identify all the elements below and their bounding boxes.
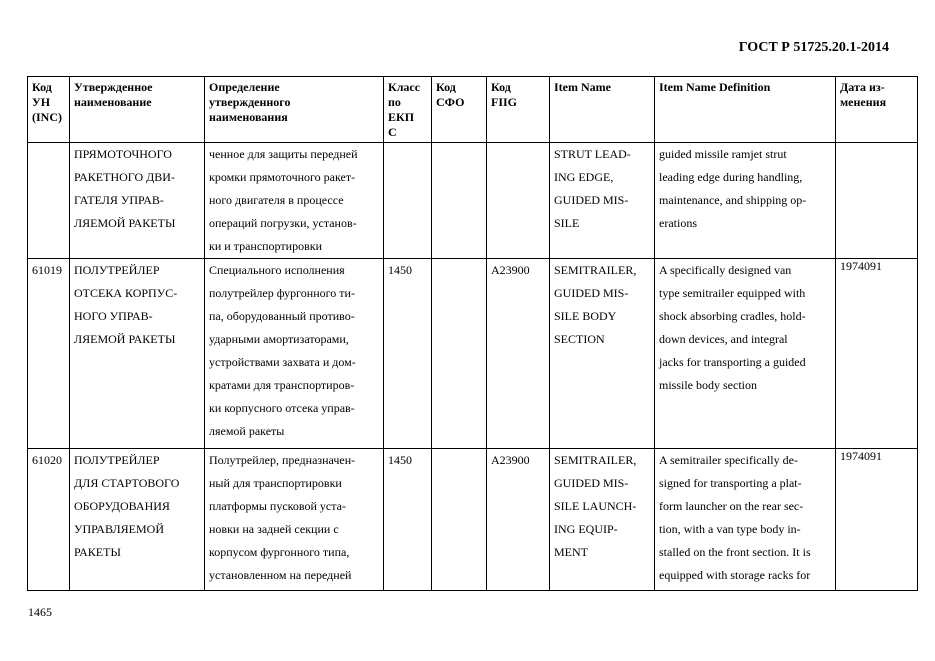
text-line: корпусом фургонного типа, — [209, 545, 350, 559]
approved-name-cell — [70, 259, 205, 449]
inc-cell: 61019 — [28, 259, 70, 449]
text-line: missile body section — [659, 378, 757, 392]
table-row — [28, 143, 918, 259]
text-line: УПРАВЛЯЕМОЙ — [74, 522, 164, 536]
text-line: Утвержденное — [74, 80, 153, 94]
text-line: tion, with a van type body in- — [659, 522, 801, 536]
item-definition-cell — [655, 449, 836, 591]
text-line: Код — [32, 80, 52, 94]
text-line: ДЛЯ СТАРТОВОГО — [74, 476, 180, 490]
text-line: ки корпусного отсека управ- — [209, 401, 355, 415]
text-line: НОГО УПРАВ- — [74, 309, 153, 323]
sfo-cell — [432, 449, 487, 591]
text-line: платформы пусковой уста- — [209, 499, 346, 513]
table-row — [28, 259, 918, 449]
item-name-cell — [550, 449, 655, 591]
fiig-cell — [487, 143, 550, 259]
approved-name-cell — [70, 143, 205, 259]
item-definition-cell — [655, 259, 836, 449]
table-row — [28, 449, 918, 591]
text-line: ки и транспортировки — [209, 239, 322, 253]
text-line: signed for transporting a plat- — [659, 476, 802, 490]
header-approved-name — [70, 77, 205, 143]
change-date-cell: 1974091 — [836, 259, 918, 449]
text-line: jacks for transporting a guided — [659, 355, 806, 369]
text-line: операций погрузки, установ- — [209, 216, 357, 230]
text-line: С — [388, 125, 397, 139]
text-line: устройствами захвата и дом- — [209, 355, 356, 369]
classification-table — [27, 76, 918, 591]
text-line: ЕКП — [388, 110, 415, 124]
header-fiig — [487, 77, 550, 143]
header-class-ekps — [384, 77, 432, 143]
header-change-date — [836, 77, 918, 143]
text-line: SECTION — [554, 332, 605, 346]
header-item-definition — [655, 77, 836, 143]
text-line: SEMITRAILER, — [554, 263, 637, 277]
text-line: guided missile ramjet strut — [659, 147, 787, 161]
text-line: ПРЯМОТОЧНОГО — [74, 147, 172, 161]
text-line: MENT — [554, 545, 588, 559]
change-date-cell — [836, 143, 918, 259]
definition-cell — [205, 259, 384, 449]
text-line: ОБОРУДОВАНИЯ — [74, 499, 170, 513]
text-line: па, оборудованный противо- — [209, 309, 355, 323]
class-cell — [384, 143, 432, 259]
text-line: SILE LAUNCH- — [554, 499, 637, 513]
text-line: по — [388, 95, 401, 109]
sfo-cell — [432, 259, 487, 449]
text-line: ного двигателя в процессе — [209, 193, 344, 207]
text-line: Специального исполнения — [209, 263, 345, 277]
text-line: Определение — [209, 80, 280, 94]
text-line: РАКЕТНОГО ДВИ- — [74, 170, 175, 184]
text-line: ЛЯЕМОЙ РАКЕТЫ — [74, 332, 176, 346]
text-line: Код — [491, 80, 511, 94]
text-line: SILE BODY — [554, 309, 617, 323]
text-line: Item Name Definition — [659, 80, 771, 94]
text-line: equipped with storage racks for — [659, 568, 811, 582]
text-line: ОТСЕКА КОРПУС- — [74, 286, 178, 300]
text-line: shock absorbing cradles, hold- — [659, 309, 806, 323]
text-line: наименование — [74, 95, 152, 109]
inc-cell — [28, 143, 70, 259]
text-line: ГАТЕЛЯ УПРАВ- — [74, 193, 164, 207]
text-line: A semitrailer specifically de- — [659, 453, 798, 467]
text-line: ING EDGE, — [554, 170, 614, 184]
text-line: утвержденного — [209, 95, 291, 109]
text-line: FIIG — [491, 95, 518, 109]
text-line: SEMITRAILER, — [554, 453, 637, 467]
text-line: GUIDED MIS- — [554, 476, 629, 490]
approved-name-cell — [70, 449, 205, 591]
class-cell: 1450 — [384, 449, 432, 591]
text-line: УН — [32, 95, 51, 109]
header-inc — [28, 77, 70, 143]
text-line: ПОЛУТРЕЙЛЕР — [74, 453, 160, 467]
text-line: Код — [436, 80, 456, 94]
text-line: СФО — [436, 95, 465, 109]
text-line: A specifically designed van — [659, 263, 792, 277]
text-line: ный для транспортировки — [209, 476, 342, 490]
header-sfo — [432, 77, 487, 143]
inc-cell: 61020 — [28, 449, 70, 591]
text-line: Класс — [388, 80, 421, 94]
text-line: erations — [659, 216, 697, 230]
text-line: maintenance, and shipping op- — [659, 193, 807, 207]
text-line: form launcher on the rear sec- — [659, 499, 804, 513]
text-line: GUIDED MIS- — [554, 286, 629, 300]
text-line: Дата из- — [840, 80, 885, 94]
text-line: РАКЕТЫ — [74, 545, 121, 559]
text-line: ПОЛУТРЕЙЛЕР — [74, 263, 160, 277]
text-line: ING EQUIP- — [554, 522, 618, 536]
text-line: STRUT LEAD- — [554, 147, 631, 161]
definition-cell — [205, 143, 384, 259]
text-line: ляемой ракеты — [209, 424, 285, 438]
text-line: (INC) — [32, 110, 62, 124]
text-line: stalled on the front section. It is — [659, 545, 811, 559]
text-line: кромки прямоточного ракет- — [209, 170, 356, 184]
text-line: кратами для транспортиров- — [209, 378, 355, 392]
item-definition-cell — [655, 143, 836, 259]
class-cell: 1450 — [384, 259, 432, 449]
table-header-row — [28, 77, 918, 143]
text-line: SILE — [554, 216, 580, 230]
text-line: GUIDED MIS- — [554, 193, 629, 207]
text-line: наименования — [209, 110, 288, 124]
text-line: type semitrailer equipped with — [659, 286, 806, 300]
text-line: ченное для защиты передней — [209, 147, 358, 161]
text-line: leading edge during handling, — [659, 170, 803, 184]
header-item-name — [550, 77, 655, 143]
header-definition — [205, 77, 384, 143]
sfo-cell — [432, 143, 487, 259]
text-line: ЛЯЕМОЙ РАКЕТЫ — [74, 216, 176, 230]
fiig-cell: A23900 — [487, 449, 550, 591]
text-line: установленном на передней — [209, 568, 352, 582]
fiig-cell: A23900 — [487, 259, 550, 449]
change-date-cell: 1974091 — [836, 449, 918, 591]
text-line: новки на задней секции с — [209, 522, 339, 536]
text-line: ударными амортизаторами, — [209, 332, 349, 346]
text-line: down devices, and integral — [659, 332, 788, 346]
definition-cell — [205, 449, 384, 591]
page-number: 1465 — [28, 605, 52, 619]
document-code: ГОСТ Р 51725.20.1-2014 — [738, 40, 889, 55]
text-line: Полутрейлер, предназначен- — [209, 453, 356, 467]
item-name-cell — [550, 143, 655, 259]
item-name-cell — [550, 259, 655, 449]
text-line: полутрейлер фургонного ти- — [209, 286, 355, 300]
text-line: Item Name — [554, 80, 611, 94]
text-line: менения — [840, 95, 887, 109]
